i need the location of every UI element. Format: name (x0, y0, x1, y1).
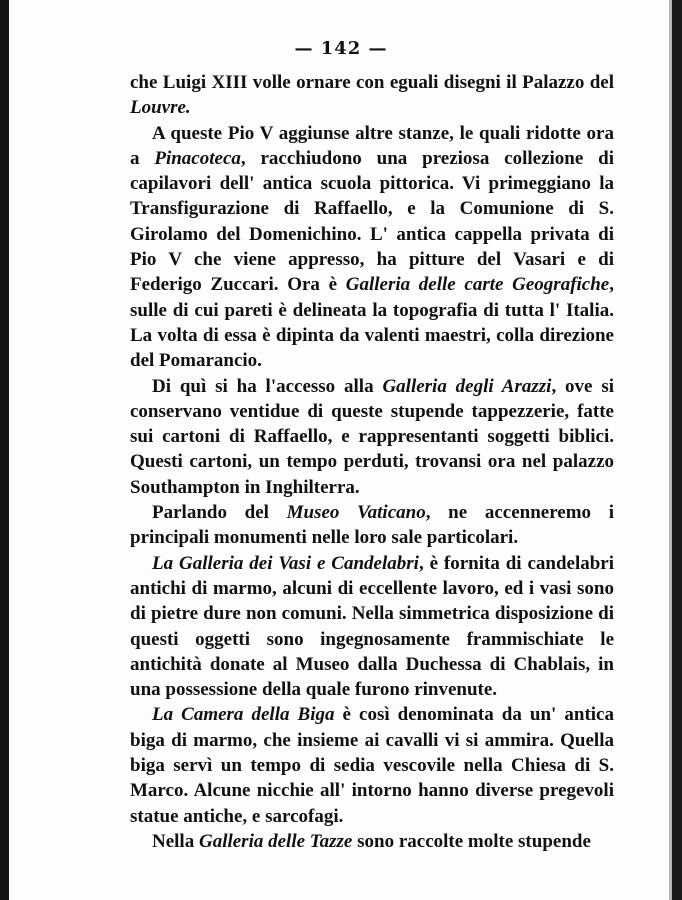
paragraph-1-italic: Louvre. (130, 97, 191, 119)
scan-edge-right (672, 0, 682, 900)
paragraph-4 (130, 500, 614, 551)
paragraph-2-text-a: A queste Pio V aggiunse altre stanze, le quali ridotte ora a (130, 122, 614, 169)
page-number: — 142 — (294, 38, 388, 59)
paragraph-4-text-a: Parlando del (152, 502, 287, 524)
paragraph-1 (130, 70, 614, 121)
paragraph-2 (130, 121, 614, 374)
paragraph-1-text: che Luigi XIII volle ornare con eguali disegni il Palazzo del (130, 72, 614, 93)
scan-edge-left (0, 0, 9, 900)
paragraph-2-text-c: , sulle di cui pareti è delineata la topografia di tutta l' Italia. La volta di essa è dipinta da valenti maestri, colla direzione del Pomarancio. (130, 274, 614, 372)
paragraph-2-italic-a: Pinacoteca (154, 147, 241, 169)
paragraph-3 (130, 374, 614, 500)
paragraph-6-text: è così denominata da un' antica biga di marmo, che insieme ai cavalli vi si ammira. Quella biga servì un tempo di sedia vescovile nella Chiesa di S. Marco. Alcune nicchie all' intorno hanno diverse pregevoli statue antiche, e sarcofagi. (130, 704, 614, 827)
paragraph-7-text-b: sono raccolte molte stupende (352, 830, 591, 852)
paragraph-3-text-b: , ove si conservano ventidue di queste stupende tappezzerie, fatte sui cartoni di Raffaello, e rappresentanti soggetti biblici. Questi cartoni, un tempo perduti, trovansi ora nel palazzo Southampton in Inghilterra. (130, 375, 614, 498)
paragraph-5-text: , è fornita di candelabri antichi di marmo, alcuni di eccellente lavoro, ed i vasi sono di pietre dure non comuni. Nella simmetrica disposizione di questi oggetti sono ingegnosamente frammischiate le antichità donate al Museo dalla Duchessa di Chablais, in una possessione della quale furono rinvenute. (130, 552, 614, 701)
paragraph-4-text-b: , ne accenneremo i principali monumenti nelle loro sale particolari. (130, 502, 615, 549)
paragraph-3-italic: Galleria degli Arazzi (382, 375, 552, 397)
paragraph-6 (130, 702, 614, 828)
paragraph-2-italic-b: Galleria delle carte Geografiche (345, 274, 610, 296)
paragraph-5-italic: La Galleria dei Vasi e Candelabri (152, 552, 419, 574)
paragraph-7 (130, 829, 614, 854)
paragraph-5 (130, 551, 614, 703)
paragraph-2-text-b: , racchiudono una preziosa collezione di capilavori dell' antica scuola pittorica. Vi primeggiano la Transfigurazione di Raffaello, e la Comunione di S. Girolamo del Domenichino. L' antica cappella privata di Pio V che viene appresso, ha pitture del Vasari e di Federigo Zuccari. Ora è (130, 147, 614, 296)
paragraph-6-italic: La Camera della Biga (152, 704, 335, 726)
paragraph-4-italic: Museo Vaticano (286, 502, 426, 524)
paragraph-7-text-a: Nella (152, 830, 199, 852)
body-text (130, 70, 614, 854)
paragraph-7-italic: Galleria delle Tazze (198, 830, 353, 852)
paragraph-3-text-a: Di quì si ha l'accesso alla (152, 375, 383, 397)
